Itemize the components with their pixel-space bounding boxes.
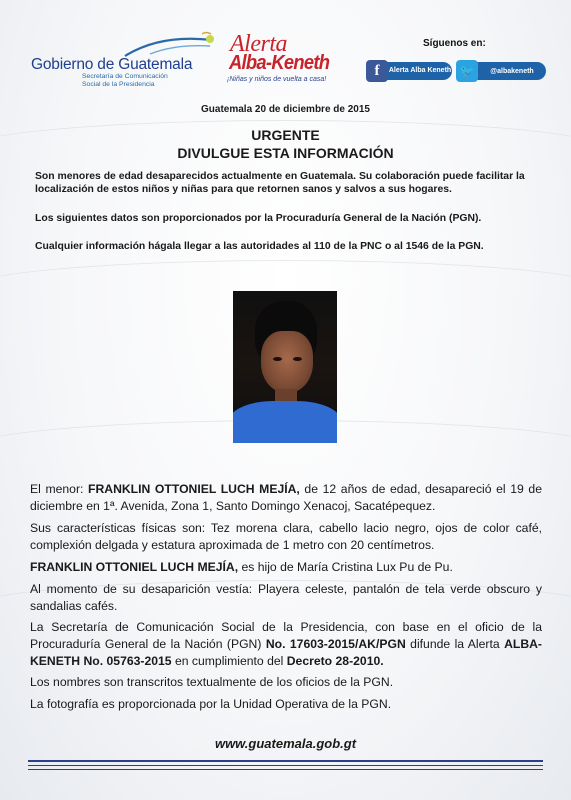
alerta-logo-name: Alba-Keneth — [229, 52, 330, 74]
follow-us-label: Síguenos en: — [423, 38, 486, 49]
photo-face — [261, 331, 313, 393]
alerta-logo-word: Alerta — [230, 31, 287, 57]
facebook-link[interactable] — [372, 62, 452, 80]
footer-divider — [28, 765, 543, 766]
parent-info — [30, 559, 542, 576]
headline-spread: DIVULGUE ESTA INFORMACIÓN — [177, 145, 394, 161]
legal-basis — [30, 619, 542, 670]
body-text: La Secretaría de Comunicación Social de la Presidencia, con base en el oficio de la Procuraduría General de la Nación (PGN) — [30, 620, 542, 651]
missing-child-photo — [233, 291, 337, 443]
headline — [0, 126, 571, 162]
body-text: El menor: — [30, 482, 89, 496]
decree-number: Decreto 28-2010. — [286, 654, 384, 668]
footer-website-link[interactable]: www.guatemala.gob.gt — [214, 736, 357, 751]
headline-urgent: URGENTE — [251, 127, 320, 143]
photo-eye — [293, 357, 302, 361]
child-description — [30, 481, 542, 515]
photo-eye — [273, 357, 282, 361]
body-text: es hijo de María Cristina Lux Pu de Pu. — [238, 560, 453, 574]
physical-features: Sus características físicas son: Tez morena clara, cabello lacio negro, ojos de color café, complexión delgada y estatura aproximada de 1 metro con 20 centímetros. — [30, 521, 542, 552]
case-number: No. 17603-2015/AK/PGN — [265, 637, 406, 651]
government-sub-line: Secretaría de Comunicación — [82, 73, 168, 80]
child-name: FRANKLIN OTTONIEL LUCH MEJÍA, — [30, 560, 239, 574]
government-sub-line: Social de la Presidencia — [82, 81, 155, 88]
intro-paragraph: Son menores de edad desaparecidos actualmente en Guatemala. Su colaboración puede facilitar la localización de estos niños y niñas para que retornen sanos y salvos a sus hogares. — [35, 171, 525, 195]
alert-number: ALBA-KENETH No. 05763-2015 — [30, 637, 542, 668]
names-note: Los nombres son transcritos textualmente de los oficios de la PGN. — [30, 675, 394, 689]
facebook-icon: f — [366, 60, 388, 82]
body-text: difunde la Alerta — [405, 637, 505, 651]
alerta-tagline: ¡Niñas y niños de vuelta a casa! — [227, 76, 327, 83]
body-text: en cumplimiento del — [171, 654, 287, 668]
twitter-label: @albakeneth — [490, 67, 534, 75]
footer-divider — [28, 769, 543, 770]
intro-paragraph: Los siguientes datos son proporcionados por la Procuraduría General de la Nación (PGN). — [35, 213, 482, 224]
photo-note: La fotografía es proporcionada por la Unidad Operativa de la PGN. — [30, 697, 392, 711]
twitter-link[interactable] — [459, 62, 546, 80]
clothing-info: Al momento de su desaparición vestía: Playera celeste, pantalón de tela verde obscuro y sandalias cafés. — [30, 582, 542, 613]
intro-paragraph: Cualquier información hágala llegar a las autoridades al 110 de la PNC o al 1546 de la PGN. — [35, 241, 484, 252]
alert-date: Guatemala 20 de diciembre de 2015 — [201, 104, 370, 115]
child-name: FRANKLIN OTTONIEL LUCH MEJÍA, — [88, 482, 300, 496]
body-text: de 12 años de edad, desapareció el 19 de diciembre en 1ª. Avenida, Zona 1, Santo Domingo Xenacoj, Sacatépequez. — [30, 482, 542, 513]
footer-divider — [28, 760, 543, 762]
government-secretariat — [82, 73, 217, 89]
photo-shirt — [233, 401, 337, 443]
government-name: Gobierno de Guatemala — [31, 56, 193, 73]
facebook-label: Alerta Alba Keneth — [388, 67, 452, 74]
twitter-icon: 🐦 — [456, 60, 478, 82]
